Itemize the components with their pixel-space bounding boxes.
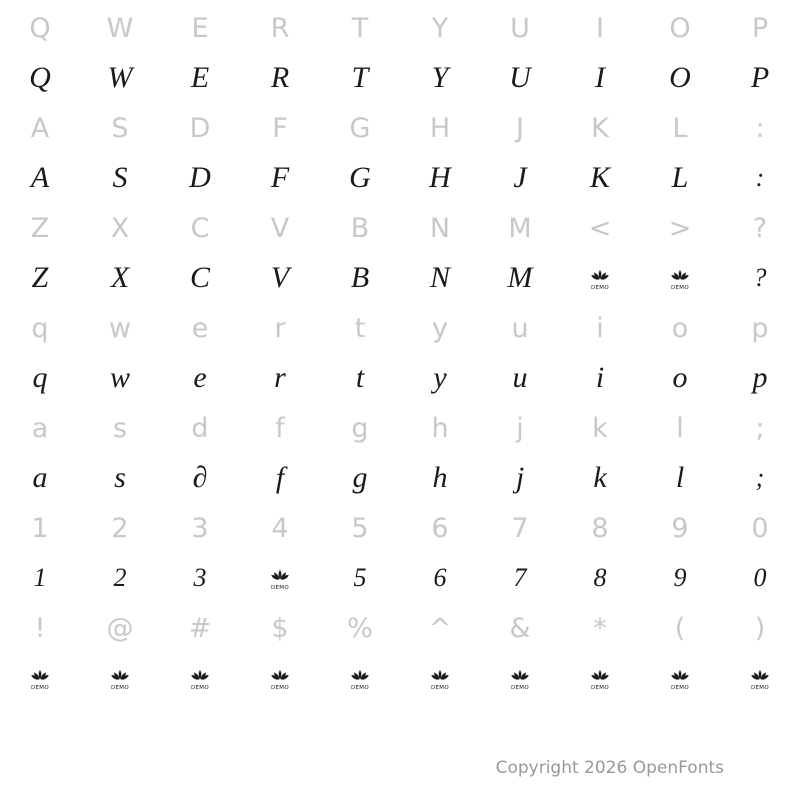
glyph-cell (560, 363, 640, 393)
glyph-sample: 7 (513, 563, 527, 592)
key-label: 9 (671, 512, 689, 544)
glyph-cell (640, 665, 720, 691)
glyph-sample-row (0, 452, 800, 504)
glyph-sample: E (190, 61, 210, 94)
glyph-sample: J (513, 161, 527, 194)
key-label-cell (400, 12, 480, 44)
key-label-cell (240, 112, 320, 144)
glyph-sample: p (752, 361, 768, 394)
demo-watermark-icon: DEMO (267, 665, 293, 691)
glyph-sample: 9 (673, 563, 687, 592)
glyph-cell (480, 463, 560, 493)
glyph-cell (640, 463, 720, 493)
key-label: 1 (31, 512, 49, 544)
glyph-cell (240, 263, 320, 293)
key-label: 3 (191, 512, 209, 544)
key-label-cell (80, 212, 160, 244)
key-label-cell (160, 212, 240, 244)
key-label-cell (160, 12, 240, 44)
glyph-sample: k (593, 461, 607, 494)
glyph-cell (640, 565, 720, 591)
key-label: R (270, 12, 290, 44)
glyph-sample: 1 (33, 563, 47, 592)
key-label-cell (160, 512, 240, 544)
glyph-sample: K (589, 161, 610, 194)
key-label: $ (271, 612, 289, 644)
glyph-sample: : (755, 163, 765, 192)
key-label-cell (240, 412, 320, 444)
key-label-cell (320, 112, 400, 144)
keyboard-key-row (0, 4, 800, 52)
key-label: T (351, 12, 369, 44)
key-label: q (31, 312, 49, 344)
glyph-cell (240, 665, 320, 691)
glyph-sample: Z (31, 261, 49, 294)
glyph-cell (320, 163, 400, 193)
key-label: H (429, 112, 451, 144)
glyph-cell (80, 363, 160, 393)
key-label-cell (640, 212, 720, 244)
key-label: a (31, 412, 49, 444)
glyph-cell (720, 665, 800, 691)
key-label-cell (720, 212, 800, 244)
glyph-sample: T (351, 61, 369, 94)
key-label: B (350, 212, 370, 244)
glyph-cell (160, 263, 240, 293)
glyph-cell (80, 263, 160, 293)
key-label: W (106, 12, 134, 44)
glyph-cell (560, 665, 640, 691)
demo-watermark-icon: DEMO (667, 665, 693, 691)
key-label-cell (720, 412, 800, 444)
key-label: Q (29, 12, 51, 44)
glyph-cell (160, 565, 240, 591)
glyph-sample: M (507, 261, 533, 294)
glyph-sample: i (595, 361, 605, 394)
glyph-cell (720, 265, 800, 291)
glyph-sample: o (672, 361, 688, 394)
glyph-sample: D (189, 161, 211, 194)
key-label: 5 (351, 512, 369, 544)
glyph-sample-row (0, 552, 800, 604)
glyph-sample: L (671, 161, 689, 194)
key-label: : (755, 112, 765, 144)
glyph-sample-row (0, 52, 800, 104)
key-label-cell (0, 512, 80, 544)
glyph-cell (480, 565, 560, 591)
key-label: h (431, 412, 449, 444)
glyph-cell (400, 565, 480, 591)
key-label: J (516, 112, 524, 144)
glyph-cell (80, 163, 160, 193)
glyph-cell (320, 665, 400, 691)
key-label-cell (240, 312, 320, 344)
key-label: V (270, 212, 290, 244)
key-label: u (511, 312, 529, 344)
key-label-cell (160, 312, 240, 344)
demo-watermark-icon: DEMO (427, 665, 453, 691)
glyph-cell (320, 565, 400, 591)
key-label-cell (480, 512, 560, 544)
key-label-cell (720, 312, 800, 344)
key-label-cell (0, 612, 80, 644)
key-label-cell (0, 12, 80, 44)
glyph-sample: e (193, 361, 207, 394)
glyph-cell (400, 665, 480, 691)
glyph-sample: r (274, 361, 286, 394)
glyph-cell (480, 163, 560, 193)
key-label-cell (640, 612, 720, 644)
key-label-cell (0, 312, 80, 344)
glyph-cell (240, 363, 320, 393)
key-label-cell (480, 412, 560, 444)
key-label-cell (400, 212, 480, 244)
demo-watermark-icon: DEMO (107, 665, 133, 691)
demo-watermark-icon: DEMO (347, 665, 373, 691)
key-label-cell (160, 112, 240, 144)
glyph-sample: a (32, 461, 48, 494)
glyph-sample: ∂ (192, 461, 208, 494)
glyph-cell (560, 565, 640, 591)
glyph-sample: q (32, 361, 48, 394)
key-label-cell (560, 12, 640, 44)
glyph-sample: G (349, 161, 371, 194)
key-label: j (516, 412, 524, 444)
glyph-cell (400, 263, 480, 293)
key-label: I (596, 12, 604, 44)
key-label-cell (640, 512, 720, 544)
glyph-cell (0, 263, 80, 293)
key-label-cell (320, 312, 400, 344)
glyph-cell (160, 163, 240, 193)
glyph-sample: s (114, 461, 126, 494)
key-label-cell (400, 512, 480, 544)
key-label: F (272, 112, 288, 144)
glyph-cell (80, 63, 160, 93)
glyph-cell (240, 163, 320, 193)
glyph-sample: w (109, 361, 130, 394)
key-label: r (274, 312, 286, 344)
glyph-cell (720, 63, 800, 93)
key-label-cell (640, 312, 720, 344)
key-label-cell (240, 12, 320, 44)
glyph-sample: V (270, 261, 290, 294)
key-label-cell (720, 12, 800, 44)
key-label: # (188, 612, 212, 644)
glyph-sample: O (669, 61, 691, 94)
glyph-cell (240, 565, 320, 591)
key-label-cell (640, 112, 720, 144)
glyph-cell (320, 263, 400, 293)
glyph-cell (0, 565, 80, 591)
glyph-sample-row (0, 152, 800, 204)
key-label: p (751, 312, 769, 344)
key-label: ; (755, 412, 765, 444)
key-label: 6 (431, 512, 449, 544)
key-label: Y (431, 12, 449, 44)
glyph-sample: ; (755, 463, 765, 492)
glyph-cell (0, 63, 80, 93)
key-label-cell (560, 612, 640, 644)
key-label-cell (720, 512, 800, 544)
key-label-cell (80, 12, 160, 44)
glyph-sample: j (515, 461, 525, 494)
glyph-sample: 5 (353, 563, 367, 592)
glyph-cell (160, 363, 240, 393)
glyph-sample: U (509, 61, 531, 94)
key-label: y (432, 312, 448, 344)
demo-watermark-icon: DEMO (747, 665, 773, 691)
key-label-cell (80, 512, 160, 544)
glyph-sample: N (429, 261, 450, 294)
key-label-cell (720, 112, 800, 144)
glyph-cell (0, 463, 80, 493)
glyph-cell (320, 63, 400, 93)
glyph-cell (320, 363, 400, 393)
key-label: X (110, 212, 130, 244)
key-label-cell (320, 512, 400, 544)
keyboard-key-row (0, 204, 800, 252)
glyph-sample: 2 (113, 563, 127, 592)
key-label: < (588, 212, 612, 244)
glyph-sample: 0 (753, 563, 767, 592)
glyph-sample: l (675, 461, 685, 494)
key-label: ? (752, 212, 768, 244)
key-label: & (509, 612, 531, 644)
key-label-cell (160, 612, 240, 644)
key-label: 0 (751, 512, 769, 544)
keyboard-key-row (0, 504, 800, 552)
key-label: w (108, 312, 132, 344)
key-label-cell (320, 412, 400, 444)
key-label: d (191, 412, 209, 444)
demo-watermark-icon: DEMO (587, 265, 613, 291)
glyph-sample: F (270, 161, 290, 194)
glyph-sample: Y (431, 61, 449, 94)
key-label: k (592, 412, 608, 444)
key-label: U (510, 12, 530, 44)
key-label-cell (480, 212, 560, 244)
key-label-cell (400, 112, 480, 144)
glyph-cell (640, 265, 720, 291)
key-label-cell (320, 12, 400, 44)
glyph-cell (80, 665, 160, 691)
key-label: 4 (271, 512, 289, 544)
glyph-cell (480, 665, 560, 691)
demo-watermark-icon: DEMO (667, 265, 693, 291)
key-label: > (668, 212, 692, 244)
key-label: ( (674, 612, 686, 644)
glyph-sample: 6 (433, 563, 447, 592)
glyph-sample: W (107, 61, 133, 94)
key-label: M (508, 212, 532, 244)
glyph-cell (640, 363, 720, 393)
key-label-cell (560, 312, 640, 344)
glyph-sample: 3 (193, 563, 207, 592)
key-label-cell (560, 112, 640, 144)
key-label: N (429, 212, 451, 244)
glyph-sample: B (350, 261, 370, 294)
glyph-sample: H (429, 161, 451, 194)
glyph-sample: g (352, 461, 368, 494)
key-label: G (349, 112, 371, 144)
key-label-cell (480, 12, 560, 44)
keyboard-key-row (0, 404, 800, 452)
key-label-cell (720, 612, 800, 644)
key-label: ^ (428, 612, 452, 644)
glyph-sample-row (0, 652, 800, 704)
key-label-cell (240, 612, 320, 644)
glyph-cell (0, 363, 80, 393)
glyph-cell (720, 165, 800, 191)
key-label-cell (560, 512, 640, 544)
key-label: i (596, 312, 604, 344)
key-label-cell (400, 412, 480, 444)
copyright-notice: Copyright 2026 OpenFonts (495, 758, 724, 778)
key-label-cell (80, 612, 160, 644)
glyph-sample: t (355, 361, 365, 394)
glyph-cell (0, 163, 80, 193)
glyph-cell (160, 665, 240, 691)
demo-watermark-icon: DEMO (507, 665, 533, 691)
glyph-cell (720, 565, 800, 591)
key-label: E (191, 12, 209, 44)
glyph-cell (560, 463, 640, 493)
demo-watermark-icon: DEMO (587, 665, 613, 691)
glyph-cell (480, 363, 560, 393)
key-label: l (676, 412, 684, 444)
glyph-cell (560, 163, 640, 193)
key-label-cell (0, 412, 80, 444)
glyph-sample: I (595, 61, 605, 94)
key-label-cell (0, 112, 80, 144)
glyph-cell (240, 63, 320, 93)
key-label: Z (30, 212, 50, 244)
demo-watermark-icon: DEMO (27, 665, 53, 691)
glyph-sample: f (275, 461, 285, 494)
key-label-cell (240, 512, 320, 544)
glyph-sample: C (189, 261, 210, 294)
key-label-cell (160, 412, 240, 444)
key-label-cell (320, 612, 400, 644)
key-label-cell (640, 412, 720, 444)
key-label: f (275, 412, 285, 444)
key-label: % (347, 612, 373, 644)
key-label-cell (400, 312, 480, 344)
key-label: O (669, 12, 691, 44)
glyph-cell (320, 463, 400, 493)
key-label-cell (80, 312, 160, 344)
key-label: 2 (111, 512, 129, 544)
glyph-cell (400, 363, 480, 393)
key-label-cell (480, 312, 560, 344)
glyph-cell (160, 463, 240, 493)
key-label: P (751, 12, 769, 44)
demo-watermark-icon: DEMO (267, 565, 293, 591)
key-label-cell (80, 112, 160, 144)
glyph-cell (560, 265, 640, 291)
keyboard-key-row (0, 104, 800, 152)
keyboard-key-row (0, 604, 800, 652)
glyph-sample: R (270, 61, 290, 94)
key-label-cell (640, 12, 720, 44)
glyph-cell (400, 463, 480, 493)
glyph-sample: P (750, 61, 770, 94)
key-label: L (672, 112, 688, 144)
glyph-cell (640, 63, 720, 93)
key-label: g (351, 412, 369, 444)
glyph-cell (480, 263, 560, 293)
glyph-sample: h (432, 461, 448, 494)
glyph-cell (480, 63, 560, 93)
key-label-cell (240, 212, 320, 244)
glyph-cell (240, 463, 320, 493)
key-label: ) (754, 612, 766, 644)
glyph-sample-row (0, 252, 800, 304)
key-label: * (593, 612, 607, 644)
key-label: 8 (591, 512, 609, 544)
glyph-cell (400, 163, 480, 193)
key-label-cell (400, 612, 480, 644)
keyboard-key-row (0, 304, 800, 352)
glyph-sample: X (110, 261, 130, 294)
glyph-sample: A (30, 161, 50, 194)
demo-watermark-icon: DEMO (187, 665, 213, 691)
key-label-cell (80, 412, 160, 444)
key-label: A (30, 112, 50, 144)
key-label: @ (106, 612, 134, 644)
glyph-cell (0, 665, 80, 691)
key-label-cell (560, 412, 640, 444)
key-label-cell (480, 112, 560, 144)
key-label-cell (0, 212, 80, 244)
key-label-cell (480, 612, 560, 644)
key-label: t (354, 312, 366, 344)
glyph-cell (640, 163, 720, 193)
glyph-sample: ? (753, 263, 767, 292)
key-label-cell (320, 212, 400, 244)
glyph-sample: S (112, 161, 128, 194)
glyph-cell (400, 63, 480, 93)
glyph-cell (560, 63, 640, 93)
key-label: ! (34, 612, 46, 644)
glyph-cell (160, 63, 240, 93)
glyph-sample: 8 (593, 563, 607, 592)
key-label: D (189, 112, 211, 144)
glyph-cell (80, 463, 160, 493)
key-label: K (591, 112, 609, 144)
glyph-sample: Q (29, 61, 51, 94)
glyph-sample-row (0, 352, 800, 404)
key-label-cell (560, 212, 640, 244)
glyph-cell (720, 363, 800, 393)
key-label: e (191, 312, 209, 344)
glyph-cell (80, 565, 160, 591)
key-label: o (671, 312, 689, 344)
key-label: C (190, 212, 210, 244)
key-label: s (112, 412, 128, 444)
glyph-sample: y (433, 361, 447, 394)
glyph-cell (720, 465, 800, 491)
glyph-sample: u (512, 361, 528, 394)
key-label: S (111, 112, 129, 144)
key-label: 7 (511, 512, 529, 544)
